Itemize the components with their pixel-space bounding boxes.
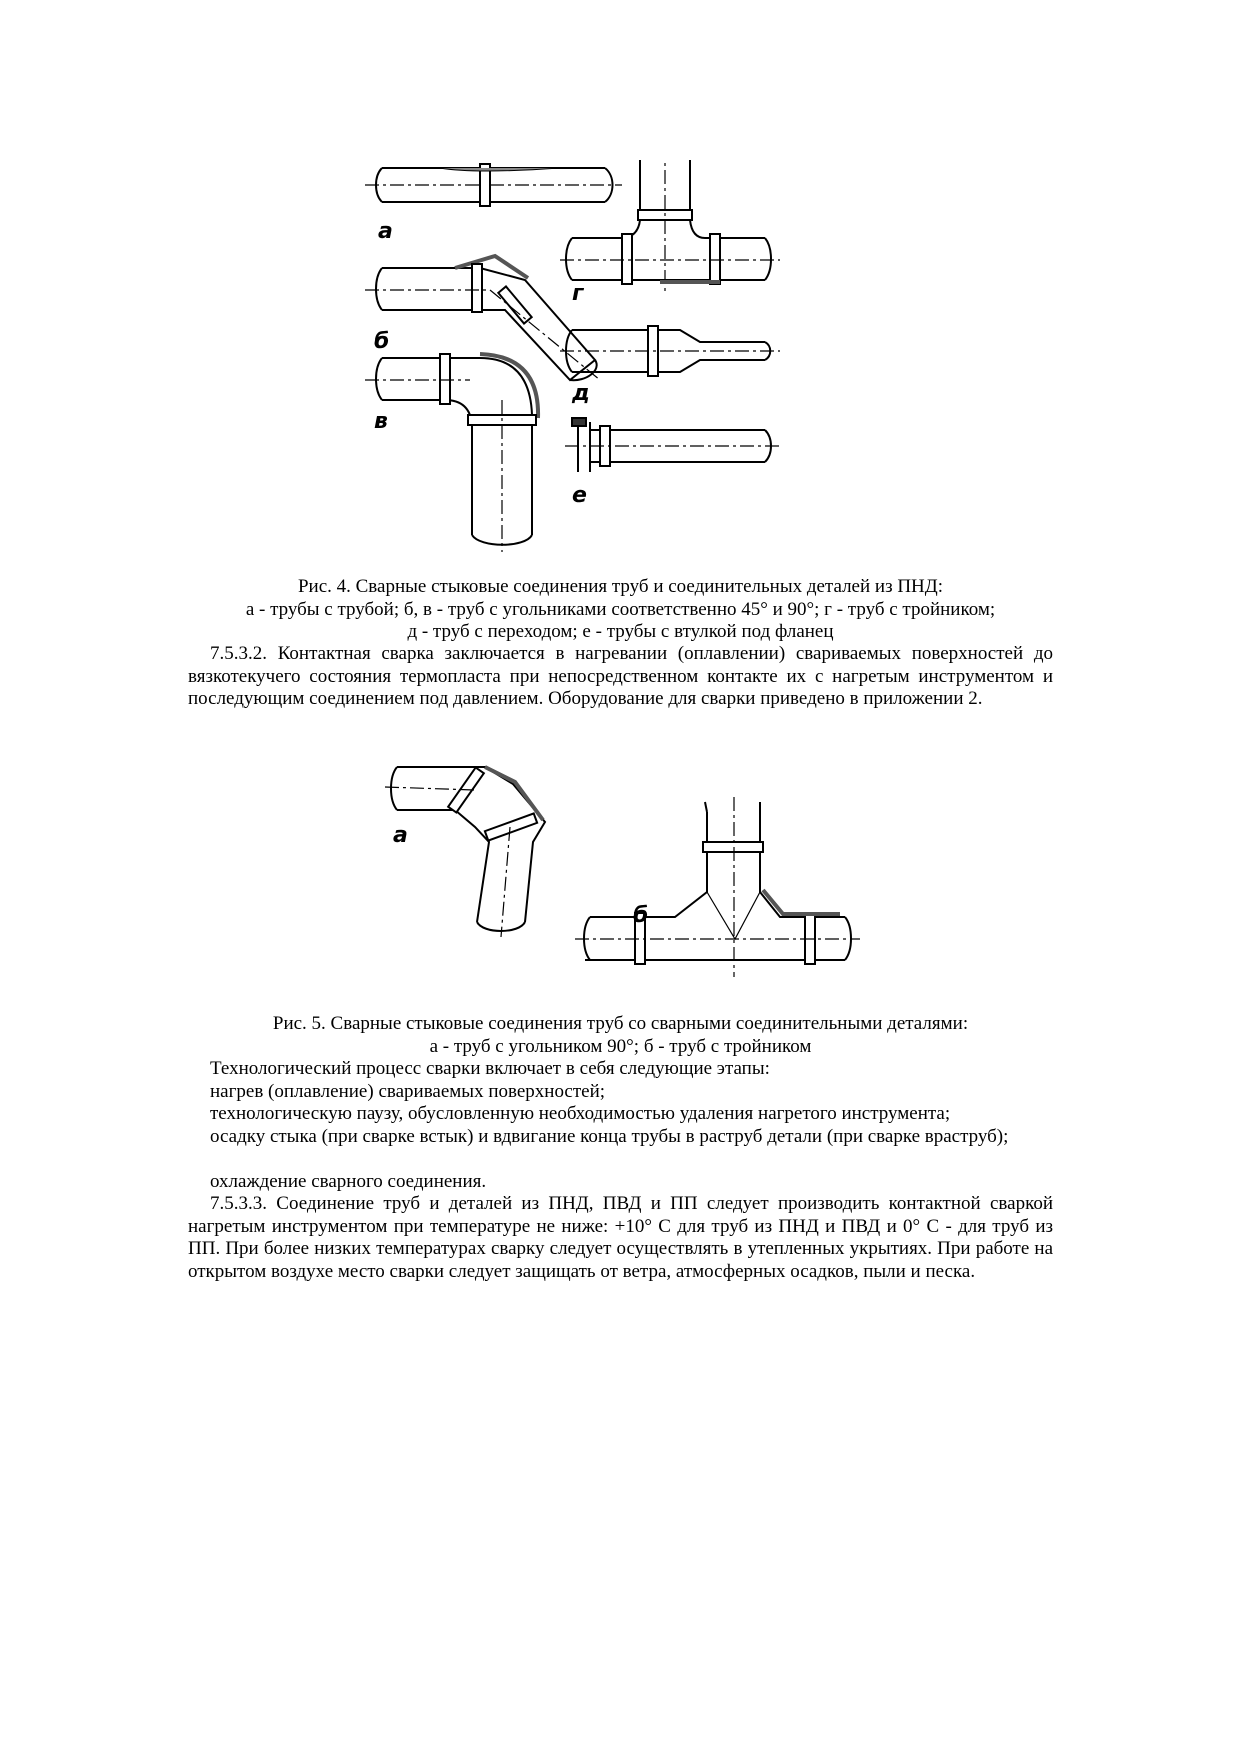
paragraph-7-5-3-2: 7.5.3.2. Контактная сварка заключается в нагревании (оплавлении) свариваемых поверхностей до вязкотекучего состояния термопласта при непосредственном контакте их с нагретым инструментом и последующим соединением под давлением. Оборудование для сварки приведено в приложении 2. [188, 643, 1053, 709]
process-step-2: технологическую паузу, обусловленную необходимостью удаления нагретого инструмента; [210, 1103, 951, 1124]
figure-4-caption-line-2: а - трубы с трубой; б, в - труб с угольниками соответственно 45° и 90°; г - труб с тройником; [245, 598, 996, 620]
figure-4-label-g: г [572, 281, 584, 306]
figure-4-label-d: д [572, 381, 590, 406]
figure-4-caption-line-1: Рис. 4. Сварные стыковые соединения труб и соединительных деталей из ПНД: [297, 576, 944, 597]
process-step-3: осадку стыка (при сварке встык) и вдвигание конца трубы в раструб детали (при сварке враструб); [210, 1126, 1009, 1147]
figure-5-label-b: б [633, 903, 649, 928]
figure-5-drawing [385, 762, 865, 1007]
figure-5-caption-line-1: Рис. 5. Сварные стыковые соединения труб со сварными соединительными деталями: [272, 1013, 969, 1034]
figure-4-drawing [360, 160, 880, 570]
figure-4-label-a: а [378, 219, 393, 244]
figure-5-b-welded-tee [575, 797, 860, 977]
figure-5-caption-line-2: а - труб с угольником 90°; б - труб с тройником [429, 1035, 812, 1057]
figure-4-label-b: б [374, 329, 390, 354]
figure-4-caption-line-3: д - труб с переходом; е - трубы с втулкой под фланец [407, 621, 834, 642]
figure-4-g-tee [560, 160, 780, 295]
process-intro: Технологический процесс сварки включает в себя следующие этапы: [210, 1058, 770, 1079]
figure-5-caption [188, 1013, 1053, 1058]
figure-5-label-a: а [393, 823, 408, 848]
figure-5-a-welded-elbow [385, 767, 545, 937]
figure-4-a-pipe-pipe [365, 164, 622, 206]
figure-4-b-elbow-45 [365, 256, 600, 380]
figure-4-label-e: е [572, 483, 587, 508]
figure-4-v-elbow-90 [365, 354, 538, 552]
process-step-1: нагрев (оплавление) свариваемых поверхностей; [210, 1081, 606, 1102]
paragraph-7-5-3-3: 7.5.3.3. Соединение труб и деталей из ПНД, ПВД и ПП следует производить контактной сваркой нагретым инструментом при температуре не ниже: +10° С для труб из ПНД и ПВД и 0° С - для труб из ПП. При более низких температурах сварку следует осуществлять в утепленных укрытиях. При работе на открытом воздухе место сварки следует защищать от ветра, атмосферных осадков, пыли и песка. [188, 1193, 1053, 1282]
figure-4-caption [188, 576, 1053, 644]
figure-4-d-reducer [560, 326, 780, 376]
process-step-4: охлаждение сварного соединения. [210, 1171, 487, 1192]
figure-4-label-v: в [374, 409, 388, 434]
figure-4-e-flange-bushing [565, 418, 780, 472]
